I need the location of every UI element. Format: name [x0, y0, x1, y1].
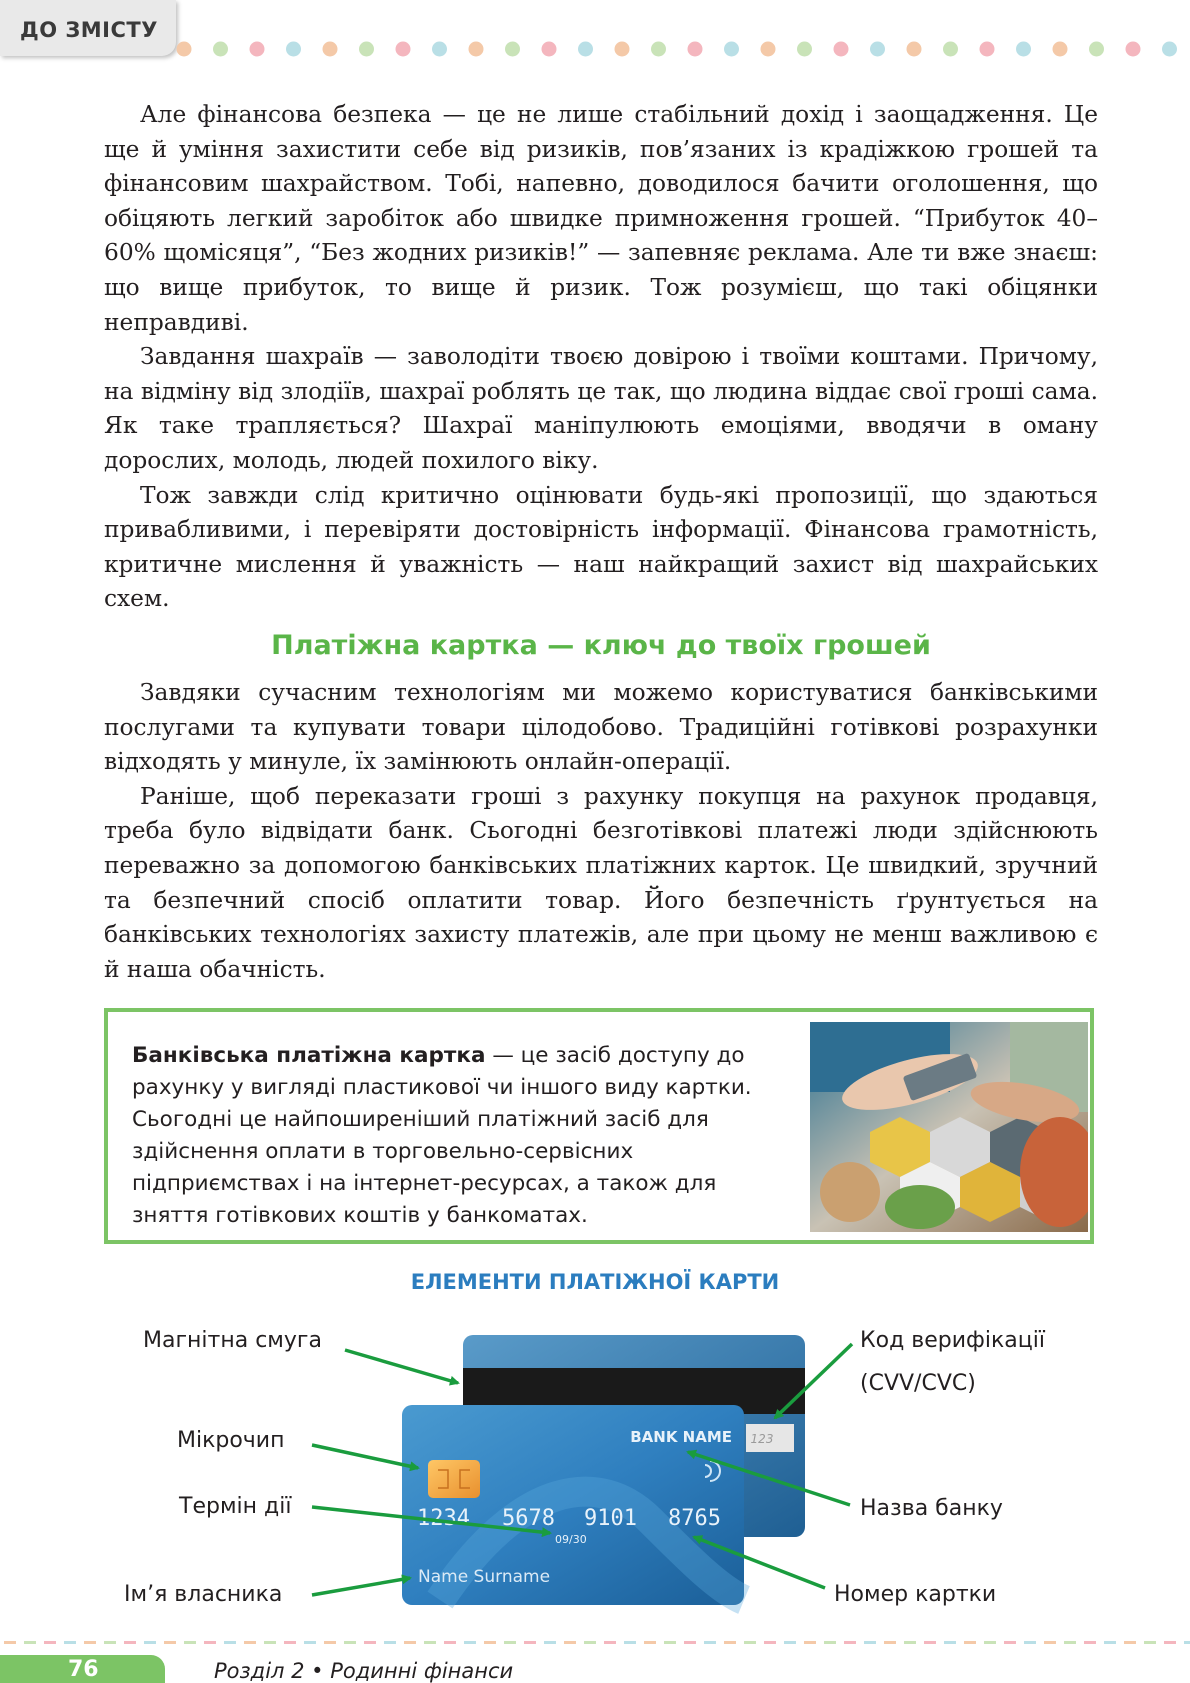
footer-dash [484, 1641, 496, 1644]
footer-dash [44, 1641, 56, 1644]
footer-dash [284, 1641, 296, 1644]
card-number-group: 1234 [417, 1506, 470, 1531]
definition-term: Банківська платіжна картка [132, 1043, 486, 1068]
footer-dash-decoration [0, 1640, 1190, 1646]
page-number: 76 [68, 1657, 99, 1682]
footer-dash [744, 1641, 756, 1644]
footer-dash [204, 1641, 216, 1644]
arrow-owner [312, 1578, 410, 1595]
footer-dash [564, 1641, 576, 1644]
footer-dash [344, 1641, 356, 1644]
footer-dash [504, 1641, 516, 1644]
footer-dash [1064, 1641, 1076, 1644]
footer-dash [384, 1641, 396, 1644]
card-number-group: 8765 [668, 1506, 721, 1531]
paragraph: Але фінансова безпека — це не лише стабільний дохід і заощадження. Це ще й уміння захистити себе від ризиків, пов’язаних із крадіжкою грошей та фінансовим шахрайством. Тобі, напевно, доводилося бачити оголошення, що обіцяють легкий заробіток або швидке примноження грошей. “Прибуток 40–60% щомісяця”, “Без жодних ризиків!” — запевняє реклама. Але ти вже знаєш: що вище прибуток, то вище й ризик. Тож розумієш, що такі обіцянки неправдиві. [104, 101, 1098, 336]
footer-dash [164, 1641, 176, 1644]
footer-dash [624, 1641, 636, 1644]
footer-dash [864, 1641, 876, 1644]
footer-dash [1184, 1641, 1190, 1644]
label-cvv: Код верифікації [860, 1328, 1045, 1353]
footer-dash [724, 1641, 736, 1644]
definition-body: — це засіб доступу до рахунку у вигляді пластикової чи іншого виду картки. Сьогодні це найпоширеніший платіжний засіб для здійснення оплати в торговельно-сервісних підприємствах і на інтернет-ресурсах, а також для зняття готівкових коштів у банкоматах. [132, 1043, 752, 1228]
footer-dash [984, 1641, 996, 1644]
footer-dash [464, 1641, 476, 1644]
footer-dash [404, 1641, 416, 1644]
footer-dash [964, 1641, 976, 1644]
footer-dash [804, 1641, 816, 1644]
footer-dash [704, 1641, 716, 1644]
footer-dash [944, 1641, 956, 1644]
label-microchip: Мікрочип [177, 1428, 285, 1453]
footer-dash [644, 1641, 656, 1644]
footer-dash [604, 1641, 616, 1644]
label-card-number: Номер картки [834, 1582, 997, 1607]
toc-label[interactable]: ДО ЗМІСТУ [20, 18, 158, 42]
footer-dash [84, 1641, 96, 1644]
footer-dash [524, 1641, 536, 1644]
footer-dash [144, 1641, 156, 1644]
footer-dash [884, 1641, 896, 1644]
footer-dash [104, 1641, 116, 1644]
footer-dash [1144, 1641, 1156, 1644]
footer-dash [544, 1641, 556, 1644]
chip-icon [428, 1460, 480, 1498]
footer-dash [304, 1641, 316, 1644]
card-number-group: 5678 [502, 1506, 555, 1531]
footer-dash [664, 1641, 676, 1644]
footer-dash [784, 1641, 796, 1644]
label-cvv-codes: (CVV/CVC) [860, 1371, 976, 1396]
section-heading: Платіжна картка — ключ до твоїх грошей [271, 630, 931, 661]
footer-dash [824, 1641, 836, 1644]
footer-dash [364, 1641, 376, 1644]
label-magnetic-stripe: Магнітна смуга [143, 1328, 322, 1353]
footer-dash [264, 1641, 276, 1644]
paragraph: Завдяки сучасним технологіям ми можемо користуватися банківськими послугами та купувати товари цілодобово. Традиційні готівкові розрахунки відходять у минуле, їх замінюють онлайн-операції. [104, 679, 1098, 776]
footer-dash [924, 1641, 936, 1644]
footer-dash [764, 1641, 776, 1644]
paragraph: Раніше, щоб переказати гроші з рахунку покупця на рахунок продавця, треба було відвідати банк. Сьогодні безготівкові платежі люди здійснюють переважно за допомогою банківських платіжних карток. Це швидкий, зручний та безпечний спосіб оплатити товар. Його безпечність ґрунтується на банківських технологіях захисту платежів, але при цьому не менш важливою є й наша обачність. [104, 782, 1098, 983]
footer-dash [684, 1641, 696, 1644]
footer-dash [1104, 1641, 1116, 1644]
footer-dash [4, 1641, 16, 1644]
footer-dash [64, 1641, 76, 1644]
label-bank-name: Назва банку [860, 1496, 1003, 1521]
footer-dash [1044, 1641, 1056, 1644]
paragraph: Завдання шахраїв — заволодіти твоєю довірою і твоїми коштами. Причому, на відміну від злодіїв, шахраї роблять це так, що людина віддає свої гроші сама. Як таке трапляється? Шахраї маніпулюють емоціями, вводячи в оману дорослих, молодь, людей похилого віку. [104, 343, 1098, 474]
card-holder-name: Name Surname [418, 1567, 551, 1587]
card-number-group: 9101 [584, 1506, 637, 1531]
footer-dash [444, 1641, 456, 1644]
footer-dash [244, 1641, 256, 1644]
paragraph: Тож завжди слід критично оцінювати будь-які пропозиції, що здаються привабливими, і перевіряти достовірність інформації. Фінансова грамотність, критичне мислення й уважність — наш найкращий захист від шахрайських схем. [104, 481, 1098, 613]
card-cvv-value: 123 [750, 1432, 774, 1446]
footer-dash [124, 1641, 136, 1644]
footer-dash [24, 1641, 36, 1644]
footer-dash [1004, 1641, 1016, 1644]
label-expiry: Термін дії [179, 1494, 292, 1519]
footer-dash [224, 1641, 236, 1644]
footer-dash [844, 1641, 856, 1644]
footer-dash [324, 1641, 336, 1644]
diagram-title: ЕЛЕМЕНТИ ПЛАТІЖНОЇ КАРТИ [410, 1270, 780, 1294]
footer-dash [1084, 1641, 1096, 1644]
label-owner-name: Ім’я власника [124, 1582, 283, 1607]
card-bank-name: BANK NAME [630, 1428, 732, 1446]
footer-dash [184, 1641, 196, 1644]
footer-dash [904, 1641, 916, 1644]
footer-dash [424, 1641, 436, 1644]
footer-dash [1164, 1641, 1176, 1644]
footer-dash [1024, 1641, 1036, 1644]
arrow-stripe [345, 1350, 458, 1383]
footer-dash [1124, 1641, 1136, 1644]
card-expiry: 09/30 [555, 1533, 587, 1546]
footer-dash [584, 1641, 596, 1644]
running-head: Розділ 2 • Родинні фінанси [214, 1659, 514, 1683]
